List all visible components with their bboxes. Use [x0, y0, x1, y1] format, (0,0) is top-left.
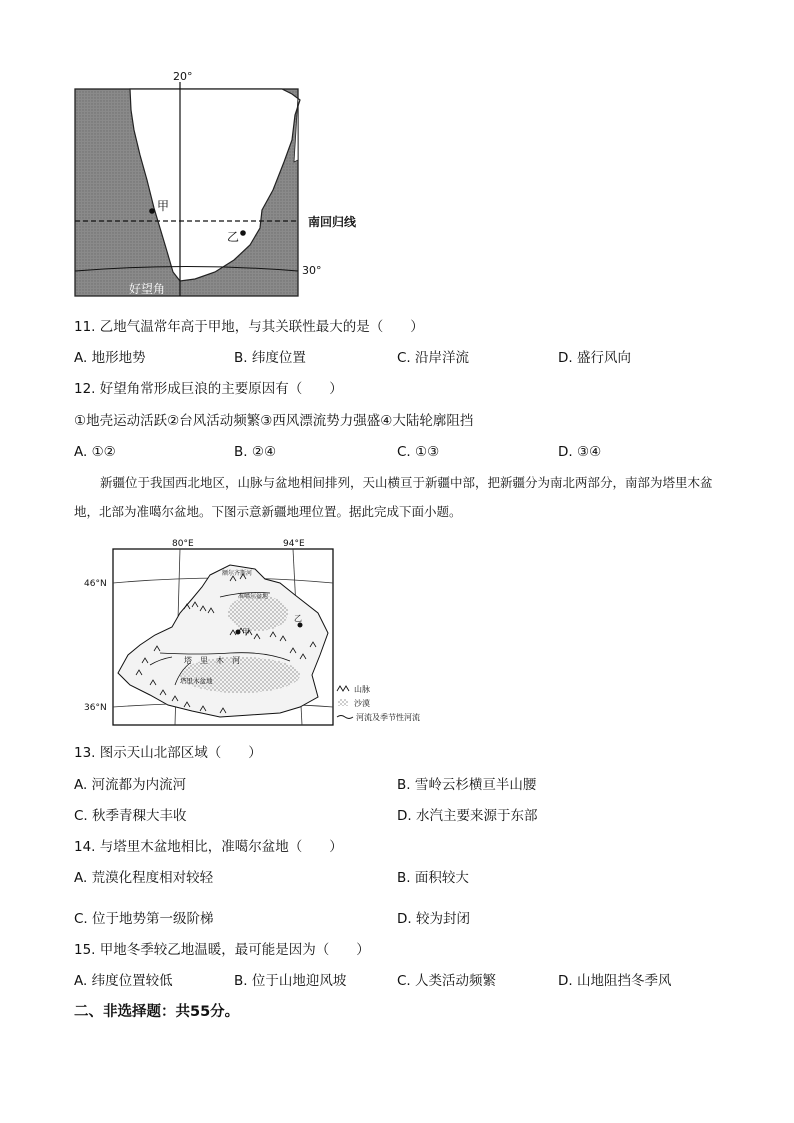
xj-point-yi-dot [298, 623, 303, 628]
q12-option-c[interactable]: C. ①③ [397, 444, 440, 460]
lon-20-label: 20° [173, 70, 193, 83]
altay-river-label: 额尔齐斯河 [222, 570, 253, 577]
xinjiang-passage [74, 468, 724, 526]
point-yi-dot [240, 230, 246, 236]
q13-option-c[interactable]: C. 秋季青稞大丰收 [74, 808, 187, 824]
q13-stem: 13. 图示天山北部区域（ ） [74, 745, 262, 761]
q11-stem: 11. 乙地气温常年高于甲地，与其关联性最大的是（ ） [74, 319, 424, 335]
legend-mountain-icon [337, 686, 349, 691]
q11-option-c[interactable]: C. 沿岸洋流 [397, 350, 470, 366]
q12-option-d[interactable]: D. ③④ [558, 444, 602, 460]
q15-option-b[interactable]: B. 位于山地迎风坡 [234, 973, 347, 989]
q15-option-d[interactable]: D. 山地阻挡冬季风 [558, 973, 672, 989]
point-jia-dot [149, 208, 155, 214]
xj-point-yi-label: 乙 [294, 614, 302, 623]
lat-30-label: 30° [302, 264, 322, 277]
lat-46-label: 46°N [84, 579, 107, 589]
lat-36-label: 36°N [84, 703, 107, 713]
cape-label: 好望角 [129, 282, 166, 296]
legend-river-label: 河流及季节性河流 [356, 713, 420, 722]
q11-option-d[interactable]: D. 盛行风向 [558, 350, 631, 366]
q13-option-a[interactable]: A. 河流都为内流河 [74, 777, 187, 793]
section-2-heading: 二、非选择题：共55分。 [74, 1004, 240, 1020]
q11-option-b[interactable]: B. 纬度位置 [234, 350, 306, 366]
junggar-label: 准噶尔盆地 [238, 593, 269, 600]
q14-option-c[interactable]: C. 位于地势第一级阶梯 [74, 911, 214, 927]
q13-option-d[interactable]: D. 水汽主要来源于东部 [397, 808, 538, 824]
q14-option-d[interactable]: D. 较为封闭 [397, 911, 470, 927]
xinjiang-passage-text: 新疆位于我国西北地区，山脉与盆地相间排列，天山横亘于新疆中部，把新疆分为南北两部分，南部为塔里木盆地，北部为准噶尔盆地。下图示意新疆地理位置。据此完成下面小题。 [74, 475, 713, 519]
q14-stem: 14. 与塔里木盆地相比，准噶尔盆地（ ） [74, 839, 343, 855]
q11-option-a[interactable]: A. 地形地势 [74, 350, 146, 366]
xj-point-jia-dot [236, 630, 241, 635]
xj-point-jia-label: 甲 [242, 628, 250, 637]
legend-desert-icon [338, 699, 348, 706]
q15-option-c[interactable]: C. 人类活动频繁 [397, 973, 497, 989]
point-yi-label: 乙 [227, 230, 240, 244]
junggar-desert [228, 595, 288, 631]
tarim-river-label: 塔 里 木 河 [184, 656, 240, 665]
q12-choices: ①地壳运动活跃②台风活动频繁③西风漂流势力强盛④大陆轮廓阻挡 [74, 413, 474, 429]
legend-river-icon [337, 716, 353, 719]
lon-94-label: 94°E [283, 539, 305, 549]
q14-option-a[interactable]: A. 荒漠化程度相对较轻 [74, 870, 214, 886]
q13-option-b[interactable]: B. 雪岭云杉横亘半山腰 [397, 777, 537, 793]
q12-stem: 12. 好望角常形成巨浪的主要原因有（ ） [74, 381, 343, 397]
legend-desert-label: 沙漠 [354, 699, 370, 708]
legend-mountain-label: 山脉 [354, 685, 370, 694]
q15-stem: 15. 甲地冬季较乙地温暖，最可能是因为（ ） [74, 942, 370, 958]
q12-option-b[interactable]: B. ②④ [234, 444, 277, 460]
q12-option-a[interactable]: A. ①② [74, 444, 116, 460]
xinjiang-map [80, 535, 450, 730]
lon-80-label: 80°E [172, 539, 194, 549]
q14-option-b[interactable]: B. 面积较大 [397, 870, 469, 886]
tropic-label: 南回归线 [308, 215, 357, 229]
southern-africa-map [70, 70, 370, 300]
point-jia-label: 甲 [157, 199, 170, 213]
tarim-basin-label: 塔里木盆地 [180, 677, 213, 685]
q15-option-a[interactable]: A. 纬度位置较低 [74, 973, 173, 989]
